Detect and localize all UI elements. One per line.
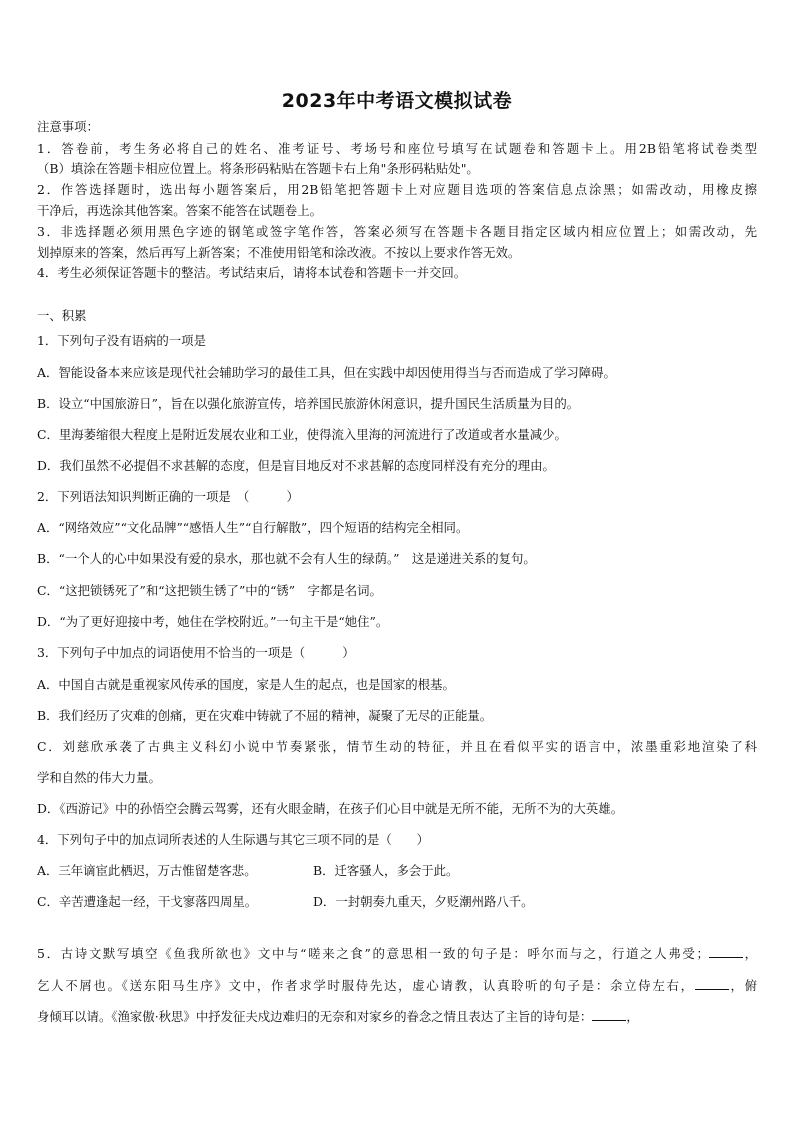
question-1-option-a: A．智能设备本来应该是现代社会辅助学习的最佳工具，但在实践中却因使用得当与否而造成了学习障碍。 (37, 365, 616, 380)
question-2-option-b: B．“一个人的心中如果没有爱的泉水，那也就不会有人生的绿荫。” 这是递进关系的复句。 (37, 551, 536, 566)
question-3-option-a: A．中国自古就是重视家风传承的国度，家是人生的起点，也是国家的根基。 (37, 677, 455, 692)
question-3-option-c-continued: 学和自然的伟大力量。 (37, 770, 161, 785)
question-3-option-c: C．刘慈欣承袭了古典主义科幻小说中节奏紧张，情节生动的特征，并且在看似平实的语言中，浓墨重彩地渲染了科 (37, 739, 757, 754)
question-5-text: ，俯 (728, 978, 757, 993)
question-2-option-c: C．“这把锁锈死了”和“这把锁生锈了”中的“锈” 字都是名词。 (37, 583, 382, 598)
question-4-options-row-1 (37, 862, 757, 880)
question-4-options-row-2 (37, 893, 757, 911)
question-4-option-d: D．一封朝奏九重天，夕贬潮州路八千。 (313, 894, 534, 909)
question-4-option-a: A．三年谪宦此栖迟，万古惟留楚客悲。 (37, 863, 257, 878)
question-2-option-d: D．“为了更好迎接中考，她住在学校附近。”一句主干是“她住”。 (37, 614, 389, 629)
question-5-line (37, 977, 757, 995)
notice-line: 干净后，再选涂其他答案。答案不能答在试题卷上。 (37, 203, 322, 218)
question-3-option-d: D．《西游记》中的孙悟空会腾云驾雾，还有火眼金睛，在孩子们心目中就是无所不能，无所不为的大英雄。 (37, 801, 624, 816)
notice-line: （B）填涂在答题卡相应位置上。将条形码粘贴在答题卡右上角"条形码粘贴处"。 (37, 161, 479, 176)
question-5-text: 5．古诗文默写填空《鱼我所欲也》文中与“嗟来之食”的意思相一致的句子是：呼尔而与之，行道之人弗受； (37, 946, 709, 961)
answer-blank[interactable] (709, 945, 743, 958)
notice-heading: 注意事项： (37, 119, 99, 134)
answer-blank[interactable] (592, 1008, 626, 1021)
question-1-stem: 1．下列句子没有语病的一项是 (37, 333, 206, 348)
question-5-text: 身倾耳以请。《渔家傲·秋思》中抒发征夫戍边难归的无奈和对家乡的眷念之情且表达了主旨的诗句是： (37, 1009, 593, 1024)
question-4-option-b: B．迁客骚人，多会于此。 (313, 863, 459, 878)
notice-line: 3．非选择题必须用黑色字迹的钢笔或签字笔作答，答案必须写在答题卡各题目指定区域内相应位置上；如需改动，先 (37, 224, 757, 239)
question-2-stem: 2．下列语法知识判断正确的一项是 （ ） (37, 489, 299, 504)
question-3-option-b: B．我们经历了灾难的创痛，更在灾难中铸就了不屈的精神，凝聚了无尽的正能量。 (37, 708, 493, 723)
question-3-stem: 3．下列句子中加点的词语使用不恰当的一项是（ ） (37, 645, 355, 660)
question-1-option-d: D．我们虽然不必提倡不求甚解的态度，但是盲目地反对不求甚解的态度同样没有充分的理由。 (37, 458, 555, 473)
question-2-option-a: A．“网络效应”“文化品牌”“感悟人生”“自行解散”，四个短语的结构完全相同。 (37, 520, 469, 535)
notice-line: 划掉原来的答案，然后再写上新答案；不准使用铅笔和涂改液。不按以上要求作答无效。 (37, 245, 521, 260)
question-5-line (37, 1008, 757, 1026)
notice-line: 4．考生必须保证答题卡的整洁。考试结束后，请将本试卷和答题卡一并交回。 (37, 265, 467, 280)
question-5-text: ， (626, 1009, 639, 1024)
question-4-stem: 4．下列句子中的加点词所表述的人生际遇与其它三项不同的是（ ） (37, 832, 429, 847)
question-1-option-b: B．设立“中国旅游日”，旨在以强化旅游宣传，培养国民旅游休闲意识，提升国民生活质量为目的。 (37, 396, 580, 411)
section-heading: 一、积累 (37, 308, 87, 323)
notice-line: 2．作答选择题时，选出每小题答案后，用2B铅笔把答题卡上对应题目选项的答案信息点涂黑；如需改动，用橡皮擦 (37, 182, 757, 197)
question-1-option-c: C．里海萎缩很大程度上是附近发展农业和工业，使得流入里海的河流进行了改道或者水量减少。 (37, 427, 567, 442)
question-4-option-c: C．辛苦遭逢起一经，干戈寥落四周星。 (37, 894, 258, 909)
page-title: 2023年中考语文模拟试卷 (281, 90, 513, 112)
question-5-text: 乞人不屑也。《送东阳马生序》文中，作者求学时服侍先达，虚心请教，认真聆听的句子是：余立侍左右， (37, 978, 695, 993)
answer-blank[interactable] (695, 977, 729, 990)
question-5-text: ， (742, 946, 757, 961)
question-5-line (37, 945, 757, 963)
notice-line: 1．答卷前，考生务必将自己的姓名、准考证号、考场号和座位号填写在试题卷和答题卡上。用2B铅笔将试卷类型 (37, 141, 757, 156)
